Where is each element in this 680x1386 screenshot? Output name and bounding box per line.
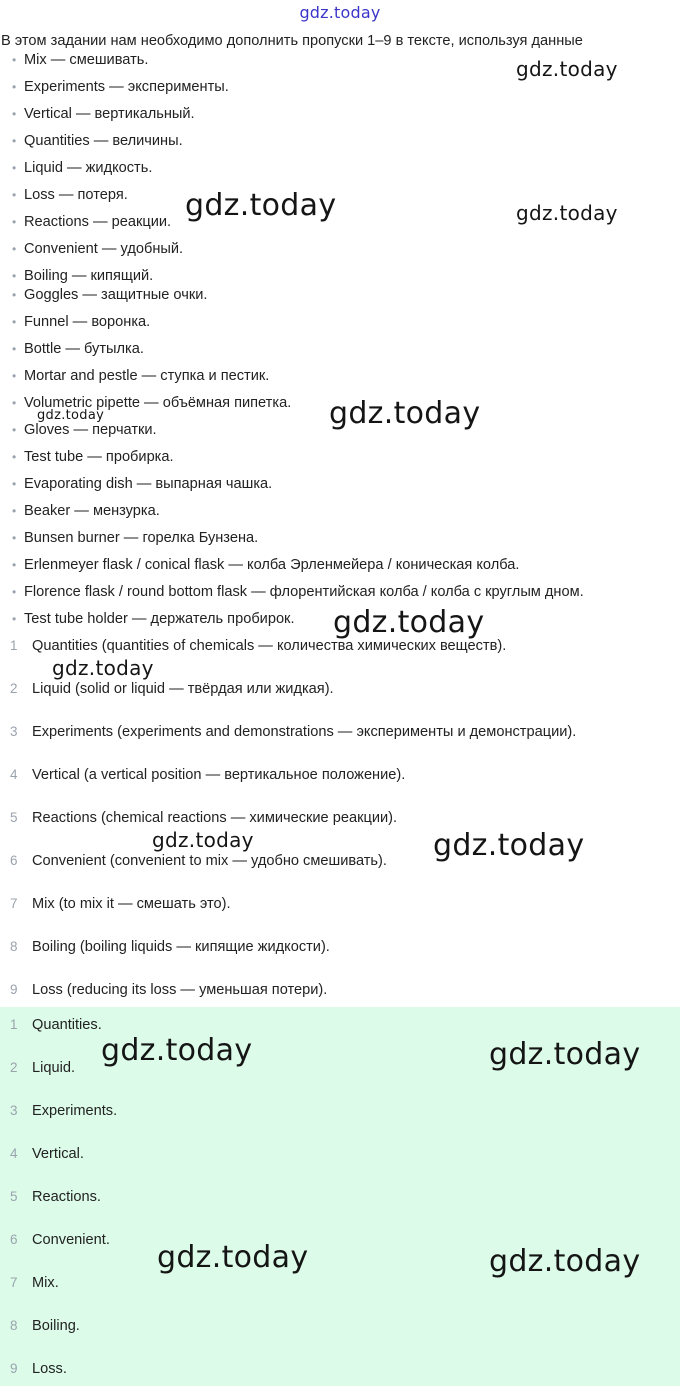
list-item: • Bunsen burner — горелка Бунзена. xyxy=(12,530,259,546)
list-item: 1 Quantities. xyxy=(10,1017,102,1033)
list-item: • Test tube — пробирка. xyxy=(12,449,174,465)
watermark: gdz.today xyxy=(333,605,485,640)
watermark: gdz.today xyxy=(489,1037,641,1072)
intro-text: В этом задании нам необходимо дополнить пропуски 1–9 в тексте, используя данные xyxy=(1,33,583,49)
bullet-icon: • xyxy=(12,450,17,464)
bullet-icon: • xyxy=(12,269,17,283)
list-item: 5 Reactions (chemical reactions — химические реакции). xyxy=(10,810,398,826)
list-item: • Beaker — мензурка. xyxy=(12,503,160,519)
list-item: 4 Vertical. xyxy=(10,1146,84,1162)
bullet-icon: • xyxy=(12,369,17,383)
watermark: gdz.today xyxy=(52,656,154,680)
list-item: • Reactions — реакции. xyxy=(12,214,172,230)
bullet-icon: • xyxy=(12,134,17,148)
list-item: 8 Boiling. xyxy=(10,1318,80,1334)
list-item: • Volumetric pipette — объёмная пипетка. xyxy=(12,395,292,411)
list-item: 6 Convenient (convenient to mix — удобно смешивать). xyxy=(10,853,387,869)
bullet-icon: • xyxy=(12,80,17,94)
bullet-icon: • xyxy=(12,315,17,329)
watermark: gdz.today xyxy=(157,1240,309,1275)
watermark: gdz.today xyxy=(516,201,618,225)
bullet-icon: • xyxy=(12,612,17,626)
bullet-icon: • xyxy=(12,477,17,491)
list-item: • Goggles — защитные очки. xyxy=(12,287,208,303)
list-item: • Mix — смешивать. xyxy=(12,52,149,68)
list-item: • Erlenmeyer flask / conical flask — колба Эрленмейера / коническая колба. xyxy=(12,557,520,573)
list-item: 5 Reactions. xyxy=(10,1189,101,1205)
list-item: • Quantities — величины. xyxy=(12,133,183,149)
list-item: • Florence flask / round bottom flask — флорентийская колба / колба с круглым дном. xyxy=(12,584,584,600)
bullet-icon: • xyxy=(12,531,17,545)
list-item: • Vertical — вертикальный. xyxy=(12,106,195,122)
bullet-icon: • xyxy=(12,53,17,67)
list-item: 7 Mix (to mix it — смешать это). xyxy=(10,896,231,912)
bullet-icon: • xyxy=(12,107,17,121)
list-item: 9 Loss (reducing its loss — уменьшая потери). xyxy=(10,982,328,998)
bullet-icon: • xyxy=(12,242,17,256)
list-item: 6 Convenient. xyxy=(10,1232,110,1248)
bullet-icon: • xyxy=(12,288,17,302)
bullet-icon: • xyxy=(12,396,17,410)
list-item: 3 Experiments. xyxy=(10,1103,118,1119)
list-item: • Mortar and pestle — ступка и пестик. xyxy=(12,368,270,384)
bullet-icon: • xyxy=(12,188,17,202)
list-item: • Loss — потеря. xyxy=(12,187,128,203)
list-item: 3 Experiments (experiments and demonstrations — эксперименты и демонстрации). xyxy=(10,724,577,740)
list-item: • Boiling — кипящий. xyxy=(12,268,154,284)
watermark: gdz.today xyxy=(152,828,254,852)
bullet-icon: • xyxy=(12,558,17,572)
watermark: gdz.today xyxy=(329,396,481,431)
list-item: • Test tube holder — держатель пробирок. xyxy=(12,611,295,627)
bullet-icon: • xyxy=(12,342,17,356)
list-item: 2 Liquid. xyxy=(10,1060,76,1076)
watermark: gdz.today xyxy=(37,408,105,423)
list-item: 4 Vertical (a vertical position — вертикальное положение). xyxy=(10,767,406,783)
list-item: 7 Mix. xyxy=(10,1275,59,1291)
watermark: gdz.today xyxy=(101,1033,253,1068)
list-item: • Gloves — перчатки. xyxy=(12,422,157,438)
list-item: 1 Quantities (quantities of chemicals — количества химических веществ). xyxy=(10,638,507,654)
bullet-icon: • xyxy=(12,161,17,175)
list-item: 2 Liquid (solid or liquid — твёрдая или жидкая). xyxy=(10,681,334,697)
list-item: • Bottle — бутылка. xyxy=(12,341,144,357)
answers-section xyxy=(0,1007,680,1386)
list-item: • Liquid — жидкость. xyxy=(12,160,153,176)
list-item: 9 Loss. xyxy=(10,1361,67,1377)
bullet-icon: • xyxy=(12,585,17,599)
list-item: • Evaporating dish — выпарная чашка. xyxy=(12,476,273,492)
bullet-icon: • xyxy=(12,215,17,229)
watermark: gdz.today xyxy=(516,57,618,81)
list-item: • Funnel — воронка. xyxy=(12,314,151,330)
header-watermark: gdz.today xyxy=(299,3,381,22)
bullet-icon: • xyxy=(12,423,17,437)
list-item: 8 Boiling (boiling liquids — кипящие жидкости). xyxy=(10,939,330,955)
watermark: gdz.today xyxy=(433,828,585,863)
watermark: gdz.today xyxy=(489,1244,641,1279)
bullet-icon: • xyxy=(12,504,17,518)
list-item: • Experiments — эксперименты. xyxy=(12,79,229,95)
watermark: gdz.today xyxy=(185,188,337,223)
list-item: • Convenient — удобный. xyxy=(12,241,184,257)
